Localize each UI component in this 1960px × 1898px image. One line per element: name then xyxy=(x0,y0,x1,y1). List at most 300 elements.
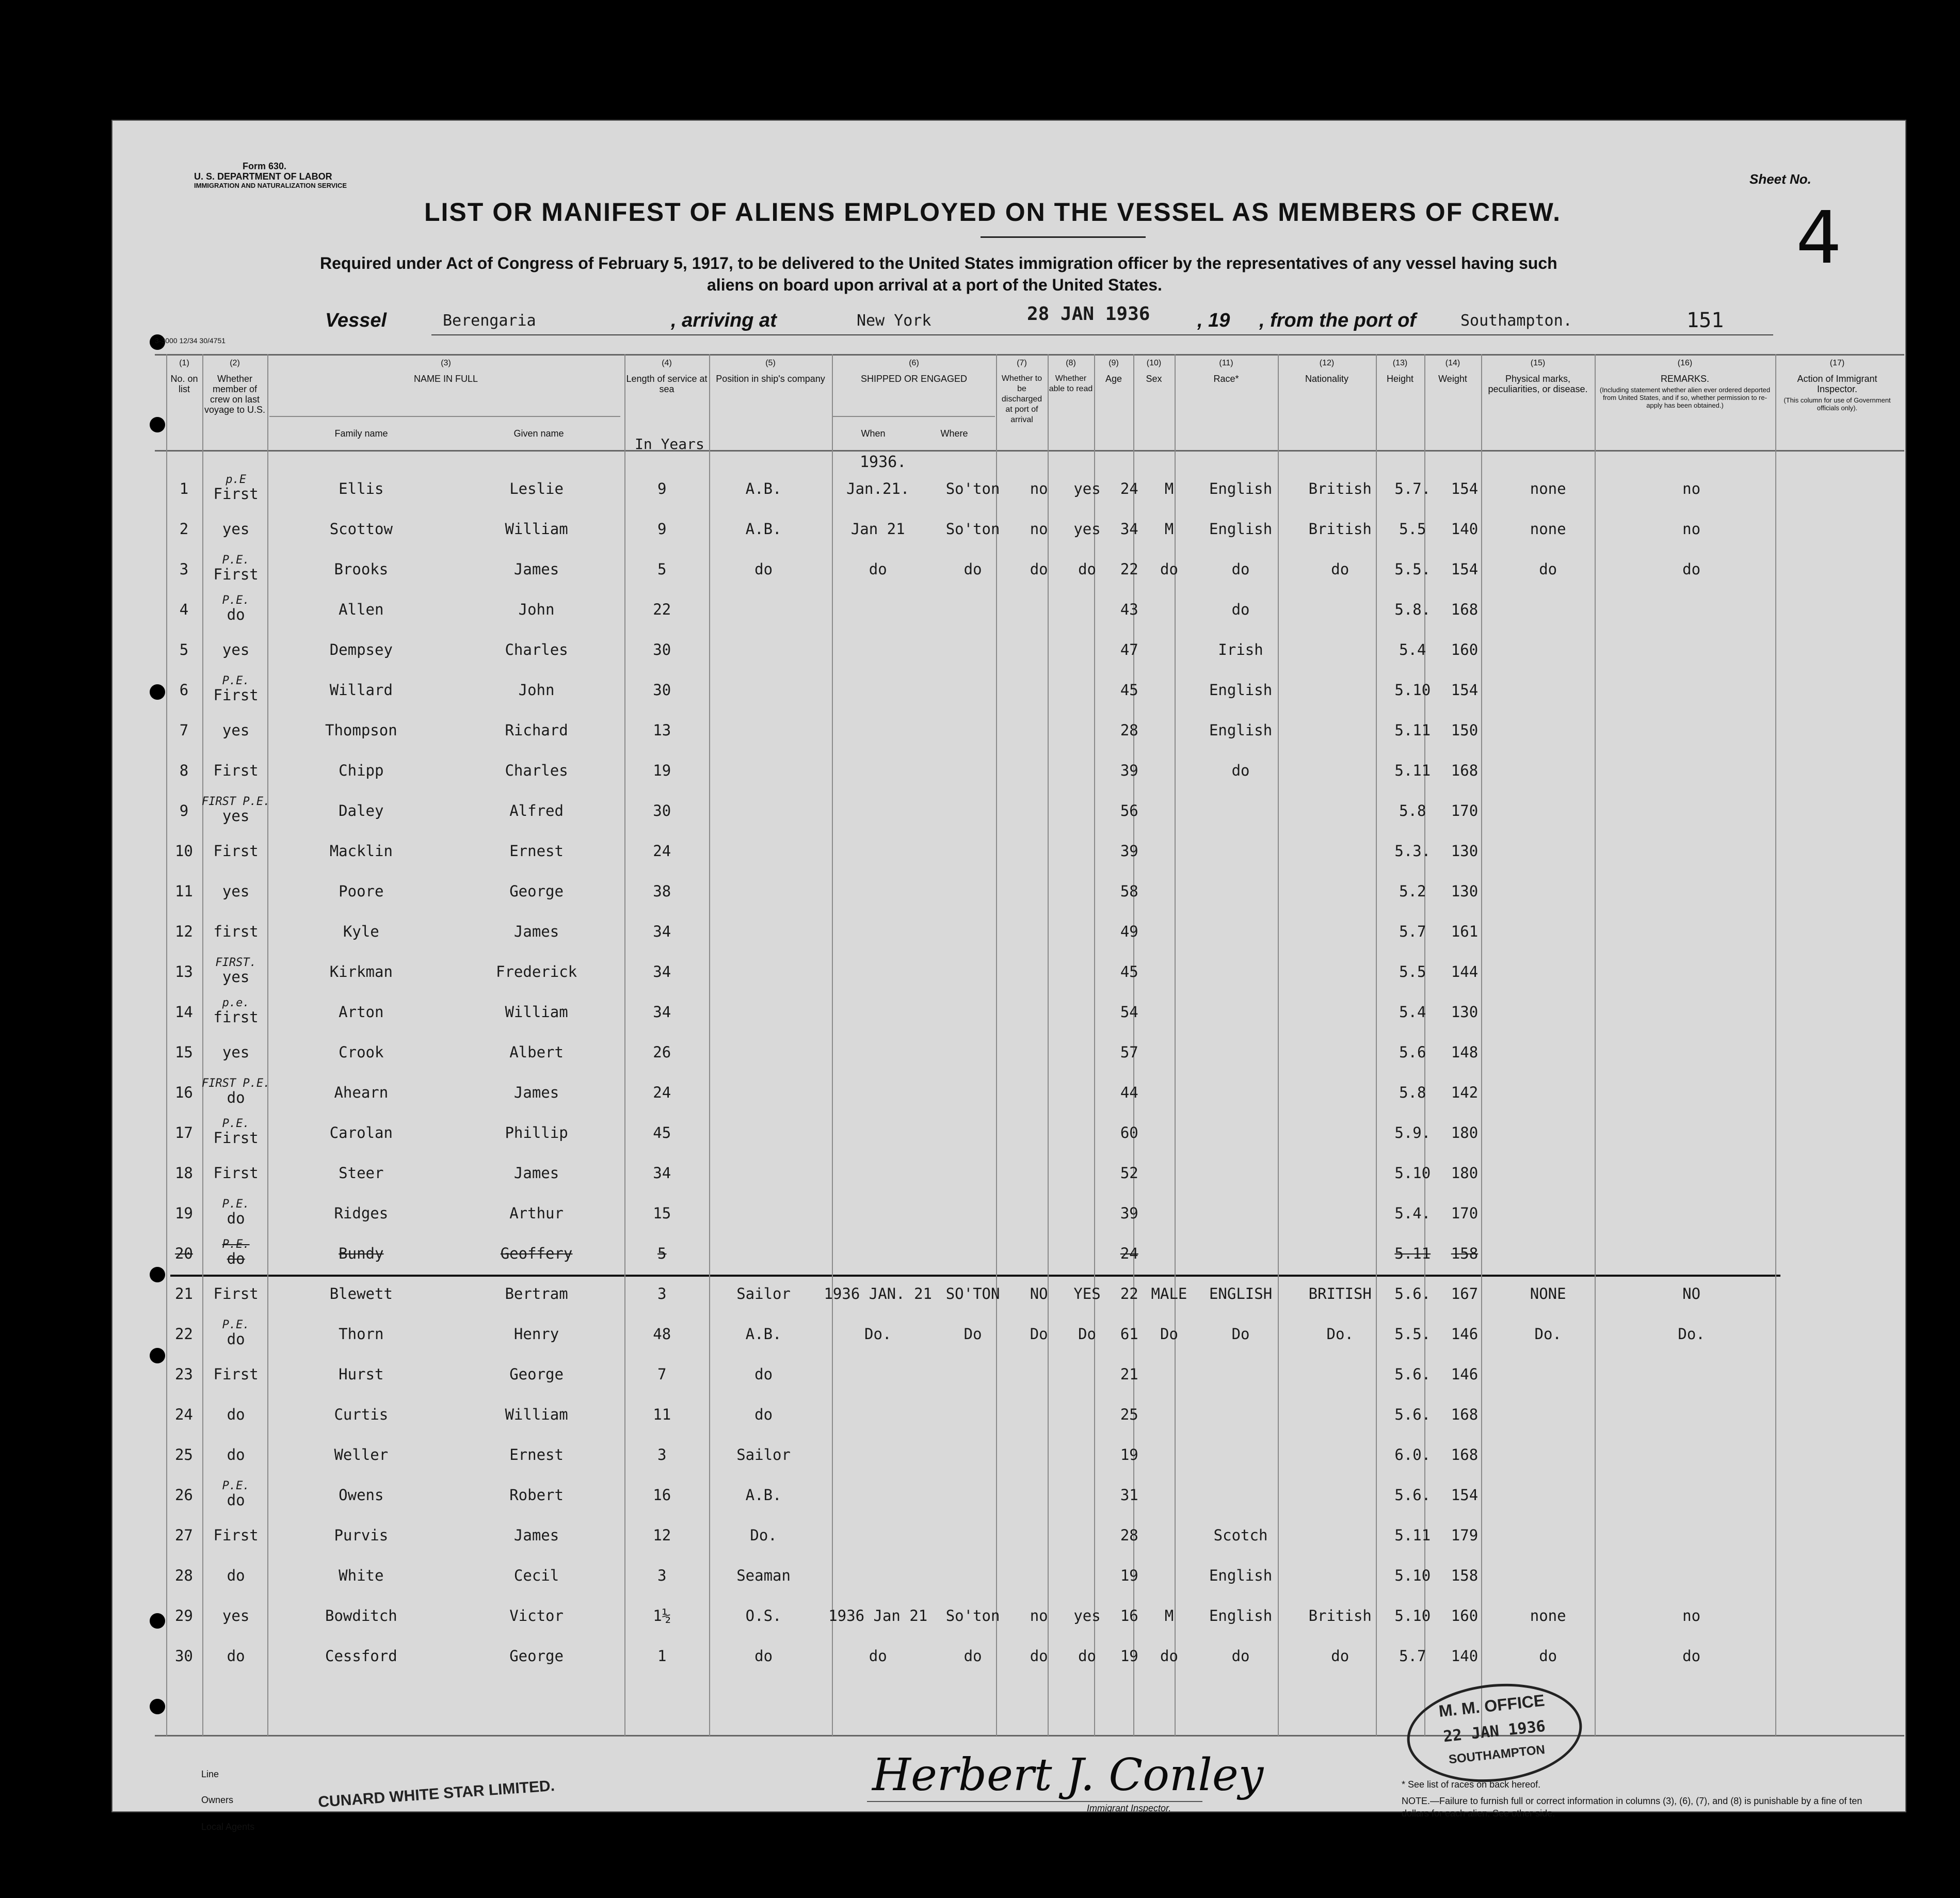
nationality-cell xyxy=(1292,871,1389,911)
shipped-when-cell: 1936 Jan 21 xyxy=(828,1607,928,1624)
given-name-cell: Charles xyxy=(505,762,568,779)
crew-value: yes xyxy=(222,721,250,739)
height-cell: 5.10 xyxy=(1394,1567,1431,1584)
row-number: 24 xyxy=(174,1406,193,1423)
table-row xyxy=(166,509,1905,549)
inspector-action-cell xyxy=(1779,871,1905,911)
table-row xyxy=(166,1072,1905,1113)
weight-cell: 154 xyxy=(1451,681,1479,699)
physical-marks-cell xyxy=(1492,992,1603,1032)
shipped-where-cell xyxy=(932,1233,1014,1274)
remarks-cell: no xyxy=(1682,520,1701,538)
race-cell xyxy=(1190,1072,1292,1113)
inspector-action-cell xyxy=(1779,589,1905,630)
crew-value: First xyxy=(213,1526,259,1544)
table-row xyxy=(166,911,1905,952)
row-number: 13 xyxy=(174,963,193,980)
remarks-cell xyxy=(1603,992,1779,1032)
family-name-cell: Poore xyxy=(339,882,384,900)
given-name-cell: Geoffery xyxy=(500,1245,573,1262)
given-name-cell: William xyxy=(505,520,568,538)
last-voyage-cell xyxy=(202,509,270,549)
crew-value: do xyxy=(227,1210,245,1227)
row-number: 25 xyxy=(174,1446,193,1463)
family-name-cell: Carolan xyxy=(329,1124,393,1141)
given-name-cell: Arthur xyxy=(509,1204,564,1222)
service-years-cell: 30 xyxy=(653,641,671,658)
col-header-3: (3) NAME IN FULL xyxy=(413,359,478,384)
last-voyage-cell xyxy=(202,1193,270,1233)
height-cell: 5.5. xyxy=(1394,560,1431,578)
agents-label: Local Agents xyxy=(201,1822,255,1832)
physical-marks-cell xyxy=(1492,1435,1603,1475)
last-voyage-cell xyxy=(202,1475,270,1515)
shipped-where-cell xyxy=(932,1153,1014,1193)
able-to-read-cell xyxy=(1064,1515,1110,1555)
family-name-cell: Thorn xyxy=(339,1325,384,1343)
height-cell: 5.10 xyxy=(1394,1164,1431,1182)
nationality-cell: do xyxy=(1331,560,1349,578)
given-name-cell: Ernest xyxy=(509,842,564,860)
height-cell: 5.5. xyxy=(1394,1325,1431,1343)
table-row xyxy=(166,791,1905,831)
discharged-cell: NO xyxy=(1030,1285,1048,1302)
remarks-cell xyxy=(1603,1354,1779,1394)
given-name-cell: Henry xyxy=(513,1325,559,1343)
last-voyage-cell xyxy=(202,1314,270,1354)
service-years-cell: 48 xyxy=(653,1325,671,1343)
able-to-read-cell: yes xyxy=(1073,520,1101,538)
crew-table-body xyxy=(166,469,1905,1676)
table-row xyxy=(166,710,1905,750)
crew-table xyxy=(166,469,1905,1676)
given-name-cell: Robert xyxy=(509,1486,564,1504)
row-number: 14 xyxy=(174,1003,193,1021)
page-title: LIST OR MANIFEST OF ALIENS EMPLOYED ON THE VESSEL AS MEMBERS OF CREW. xyxy=(424,198,1561,227)
crew-annotation: p.E xyxy=(226,473,246,486)
table-row xyxy=(166,1435,1905,1475)
shipped-when-cell xyxy=(824,992,932,1032)
age-cell: 61 xyxy=(1120,1325,1138,1343)
crew-value: do xyxy=(227,1330,245,1348)
arriving-port: New York xyxy=(857,312,931,330)
service-years-cell: 30 xyxy=(653,802,671,819)
crew-value: do xyxy=(227,1491,245,1509)
discharged-cell xyxy=(1014,1032,1064,1072)
family-name-cell: Brooks xyxy=(334,560,389,578)
height-cell: 5.4 xyxy=(1399,641,1426,658)
nationality-cell xyxy=(1292,710,1389,750)
weight-cell: 160 xyxy=(1451,641,1479,658)
service-years-cell: 15 xyxy=(653,1204,671,1222)
sex-cell xyxy=(1149,911,1190,952)
table-row xyxy=(166,952,1905,992)
crew-value: do xyxy=(227,1406,245,1423)
position-cell xyxy=(703,1072,824,1113)
given-name-cell: Phillip xyxy=(505,1124,568,1141)
shipped-when-cell xyxy=(824,1153,932,1193)
nationality-cell xyxy=(1292,1354,1389,1394)
table-row xyxy=(166,1193,1905,1233)
able-to-read-cell xyxy=(1064,630,1110,670)
remarks-cell xyxy=(1603,670,1779,710)
height-cell: 5.8 xyxy=(1399,802,1426,819)
last-voyage-cell xyxy=(202,1394,270,1435)
discharged-cell: no xyxy=(1030,1607,1048,1624)
service-years-cell: 19 xyxy=(653,762,671,779)
row-number: 5 xyxy=(179,641,189,658)
age-cell: 39 xyxy=(1120,762,1138,779)
crew-value: First xyxy=(213,1129,259,1147)
weight-cell: 130 xyxy=(1451,842,1479,860)
physical-marks-cell xyxy=(1492,670,1603,710)
remarks-cell: do xyxy=(1682,1647,1701,1665)
race-cell: do xyxy=(1231,1647,1250,1665)
inspector-action-cell xyxy=(1779,1435,1905,1475)
race-cell: English xyxy=(1209,681,1273,699)
sex-cell xyxy=(1149,750,1190,791)
physical-marks-cell: none xyxy=(1530,1607,1566,1624)
able-to-read-cell xyxy=(1064,1113,1110,1153)
discharged-cell xyxy=(1014,670,1064,710)
given-name-cell: James xyxy=(513,560,559,578)
weight-cell: 158 xyxy=(1451,1567,1479,1584)
table-row xyxy=(166,1636,1905,1676)
physical-marks-cell xyxy=(1492,791,1603,831)
age-cell: 24 xyxy=(1120,1245,1138,1262)
shipped-when-cell: 1936 JAN. 21 xyxy=(824,1285,932,1302)
position-cell: A.B. xyxy=(745,480,782,497)
service-years-cell: 5 xyxy=(657,1245,667,1262)
age-cell: 45 xyxy=(1120,681,1138,699)
crew-value: yes xyxy=(222,807,250,825)
shipped-when-cell xyxy=(824,952,932,992)
crew-annotation: P.E. xyxy=(222,594,250,607)
row-number: 4 xyxy=(179,601,189,618)
physical-marks-cell xyxy=(1492,1555,1603,1596)
shipped-where-cell xyxy=(932,1354,1014,1394)
position-cell xyxy=(703,952,824,992)
able-to-read-cell: do xyxy=(1078,1647,1096,1665)
last-voyage-cell xyxy=(202,630,270,670)
crew-annotation: P.E. xyxy=(222,1479,250,1492)
table-row xyxy=(166,549,1905,589)
height-cell: 5.9. xyxy=(1394,1124,1431,1141)
shipped-subheader-rule xyxy=(832,416,995,417)
family-name-cell: Bundy xyxy=(339,1245,384,1262)
row-number: 21 xyxy=(174,1285,193,1302)
race-cell xyxy=(1190,911,1292,952)
physical-marks-cell xyxy=(1492,1193,1603,1233)
physical-marks-cell xyxy=(1492,1153,1603,1193)
family-name-cell: Purvis xyxy=(334,1526,389,1544)
last-voyage-cell xyxy=(202,1435,270,1475)
age-cell: 19 xyxy=(1120,1446,1138,1463)
race-cell xyxy=(1190,1475,1292,1515)
race-cell xyxy=(1190,1153,1292,1193)
inspector-action-cell xyxy=(1779,1032,1905,1072)
physical-marks-cell xyxy=(1492,1394,1603,1435)
col-header-when: When xyxy=(861,428,886,439)
height-cell: 5.5 xyxy=(1399,963,1426,980)
given-name-cell: Alfred xyxy=(509,802,564,819)
inspector-action-cell xyxy=(1779,1314,1905,1354)
race-cell: English xyxy=(1209,721,1273,739)
crew-annotation: P.E. xyxy=(222,674,250,687)
shipped-where-cell xyxy=(932,1113,1014,1153)
height-cell: 5.7 xyxy=(1399,923,1426,940)
sex-cell xyxy=(1149,1555,1190,1596)
sex-cell xyxy=(1149,1354,1190,1394)
row-number: 10 xyxy=(174,842,193,860)
nationality-cell xyxy=(1292,1153,1389,1193)
service-years-cell: 5 xyxy=(657,560,667,578)
table-row xyxy=(166,1475,1905,1515)
table-row xyxy=(166,1274,1905,1314)
inspector-action-cell xyxy=(1779,1274,1905,1314)
table-row xyxy=(166,1113,1905,1153)
nationality-cell: British xyxy=(1308,520,1372,538)
shipped-when-cell xyxy=(824,1435,932,1475)
nationality-cell xyxy=(1292,589,1389,630)
inspector-signature: Herbert J. Conley xyxy=(872,1749,1264,1801)
service-years-cell: 30 xyxy=(653,681,671,699)
row-number: 6 xyxy=(179,681,189,699)
name-subheader-rule xyxy=(269,416,620,417)
race-cell: Scotch xyxy=(1213,1526,1268,1544)
remarks-cell xyxy=(1603,1072,1779,1113)
shipped-where-cell: do xyxy=(963,560,982,578)
col-header-12: (12) Nationality xyxy=(1305,359,1349,384)
shipped-where-cell: So'ton xyxy=(945,480,1000,497)
nationality-cell: British xyxy=(1308,1607,1372,1624)
physical-marks-cell xyxy=(1492,750,1603,791)
service-years-cell: 3 xyxy=(657,1285,667,1302)
remarks-cell xyxy=(1603,791,1779,831)
sex-cell: do xyxy=(1160,1647,1178,1665)
discharged-cell xyxy=(1014,1113,1064,1153)
position-cell xyxy=(703,871,824,911)
given-name-cell: Richard xyxy=(505,721,568,739)
weight-cell: 140 xyxy=(1451,520,1479,538)
shipped-where-cell xyxy=(932,1555,1014,1596)
age-cell: 47 xyxy=(1120,641,1138,658)
shipped-when-cell xyxy=(824,1394,932,1435)
age-cell: 22 xyxy=(1120,1285,1138,1302)
able-to-read-cell xyxy=(1064,831,1110,871)
crew-annotation: FIRST P.E. xyxy=(201,795,270,808)
inspector-action-cell xyxy=(1779,791,1905,831)
crew-value: do xyxy=(227,1250,245,1267)
shipped-when-cell xyxy=(824,911,932,952)
table-row xyxy=(166,1515,1905,1555)
race-cell: English xyxy=(1209,480,1273,497)
position-cell: do xyxy=(754,1647,773,1665)
remarks-cell xyxy=(1603,952,1779,992)
family-name-cell: Blewett xyxy=(329,1285,393,1302)
row-number: 27 xyxy=(174,1526,193,1544)
crew-value: First xyxy=(213,1365,259,1383)
weight-cell: 170 xyxy=(1451,802,1479,819)
stamp-date: 22 JAN 1936 xyxy=(1442,1717,1547,1746)
remarks-cell xyxy=(1603,1032,1779,1072)
able-to-read-cell xyxy=(1064,952,1110,992)
position-cell xyxy=(703,791,824,831)
service-years-cell: 9 xyxy=(657,520,667,538)
discharged-cell xyxy=(1014,1233,1064,1274)
last-voyage-cell xyxy=(202,831,270,871)
inspector-action-cell xyxy=(1779,1354,1905,1394)
last-voyage-cell xyxy=(202,1274,270,1314)
able-to-read-cell: do xyxy=(1078,560,1096,578)
sex-cell xyxy=(1149,710,1190,750)
service-years-cell: 1 xyxy=(657,1647,667,1665)
age-cell: 54 xyxy=(1120,1003,1138,1021)
crew-value: yes xyxy=(222,641,250,658)
shipped-when-cell xyxy=(824,630,932,670)
col-header-where: Where xyxy=(940,428,968,439)
height-cell: 5.10 xyxy=(1394,1607,1431,1624)
given-name-cell: Frederick xyxy=(496,963,577,980)
age-cell: 28 xyxy=(1120,1526,1138,1544)
weight-cell: 130 xyxy=(1451,882,1479,900)
given-name-cell: James xyxy=(513,1164,559,1182)
height-cell: 5.11 xyxy=(1394,1526,1431,1544)
height-cell: 5.7. xyxy=(1394,480,1431,497)
crew-annotation: p.e. xyxy=(222,996,250,1009)
race-cell: English xyxy=(1209,1567,1273,1584)
crew-value: do xyxy=(227,1446,245,1463)
inspector-action-cell xyxy=(1779,1555,1905,1596)
col-header-13: (13) Height xyxy=(1386,359,1414,384)
race-cell xyxy=(1190,1193,1292,1233)
nationality-cell xyxy=(1292,1233,1389,1274)
height-cell: 5.6. xyxy=(1394,1406,1431,1423)
arriving-label: , arriving at xyxy=(671,310,777,331)
crew-value: First xyxy=(213,1285,259,1302)
vessel-label: Vessel xyxy=(325,310,387,331)
shipped-where-cell xyxy=(932,1515,1014,1555)
crew-annotation: P.E. xyxy=(222,1198,250,1211)
col-header-7: (7) Whether to be discharged at port of arrival xyxy=(1001,359,1042,424)
shipped-where-cell: So'ton xyxy=(945,520,1000,538)
race-cell xyxy=(1190,1233,1292,1274)
remarks-cell xyxy=(1603,1475,1779,1515)
race-cell xyxy=(1190,1032,1292,1072)
position-cell xyxy=(703,1153,824,1193)
given-name-cell: Victor xyxy=(509,1607,564,1624)
remarks-cell xyxy=(1603,1113,1779,1153)
subtitle-line-1: Required under Act of Congress of February 5, 1917, to be delivered to the United States immigration officer by the representatives of any vessel having such xyxy=(320,254,1557,272)
inspector-action-cell xyxy=(1779,549,1905,589)
crew-annotation: P.E. xyxy=(222,1117,250,1130)
physical-marks-cell xyxy=(1492,1515,1603,1555)
weight-cell: 154 xyxy=(1451,1486,1479,1504)
age-cell: 45 xyxy=(1120,963,1138,980)
weight-cell: 180 xyxy=(1451,1164,1479,1182)
family-name-cell: Chipp xyxy=(339,762,384,779)
physical-marks-cell xyxy=(1492,1475,1603,1515)
row-number: 20 xyxy=(174,1245,193,1262)
given-name-cell: George xyxy=(509,882,564,900)
remarks-cell xyxy=(1603,630,1779,670)
weight-cell: 154 xyxy=(1451,560,1479,578)
remarks-cell: Do. xyxy=(1678,1325,1705,1343)
family-name-cell: Ahearn xyxy=(334,1084,389,1101)
inspector-action-cell xyxy=(1779,469,1905,509)
header-bottom-rule xyxy=(155,450,1904,452)
family-name-cell: Hurst xyxy=(339,1365,384,1383)
row-number: 8 xyxy=(179,762,189,779)
physical-marks-cell xyxy=(1492,1233,1603,1274)
discharged-cell xyxy=(1014,1354,1064,1394)
nationality-cell: do xyxy=(1331,1647,1349,1665)
shipped-when-cell xyxy=(824,791,932,831)
shipped-when-cell xyxy=(824,1032,932,1072)
race-cell xyxy=(1190,1435,1292,1475)
nationality-cell xyxy=(1292,1032,1389,1072)
position-cell: Sailor xyxy=(736,1285,791,1302)
race-cell xyxy=(1190,791,1292,831)
shipped-when-cell: Jan 21 xyxy=(850,520,905,538)
discharged-cell: do xyxy=(1030,1647,1048,1665)
last-voyage-cell xyxy=(202,1515,270,1555)
row-number: 9 xyxy=(179,802,189,819)
subtitle-line-2: aliens on board upon arrival at a port of the United States. xyxy=(707,276,1162,294)
given-name-cell: Bertram xyxy=(505,1285,568,1302)
position-cell xyxy=(703,1233,824,1274)
able-to-read-cell xyxy=(1064,1032,1110,1072)
remarks-cell: NO xyxy=(1682,1285,1701,1302)
shipped-where-cell xyxy=(932,1032,1014,1072)
discharged-cell xyxy=(1014,710,1064,750)
position-cell: A.B. xyxy=(745,1486,782,1504)
nationality-cell: BRITISH xyxy=(1308,1285,1372,1302)
stamp-office: M. M. OFFICE xyxy=(1438,1691,1546,1720)
inspector-action-cell xyxy=(1779,1394,1905,1435)
family-name-cell: Kirkman xyxy=(329,963,393,980)
discharged-cell: no xyxy=(1030,520,1048,538)
crew-value: First xyxy=(213,566,259,583)
list-number: 151 xyxy=(1686,309,1724,332)
family-name-cell: Thompson xyxy=(325,721,397,739)
stamp-city: SOUTHAMPTON xyxy=(1448,1743,1546,1767)
last-voyage-cell xyxy=(202,1555,270,1596)
physical-marks-cell xyxy=(1492,831,1603,871)
nationality-cell xyxy=(1292,952,1389,992)
crew-value: first xyxy=(213,1008,259,1026)
table-row xyxy=(166,469,1905,509)
sex-cell: M xyxy=(1164,480,1174,497)
crew-value: First xyxy=(213,686,259,704)
family-name-cell: White xyxy=(339,1567,384,1584)
family-name-cell: Owens xyxy=(339,1486,384,1504)
family-name-cell: Ellis xyxy=(339,480,384,497)
shipped-where-cell xyxy=(932,992,1014,1032)
given-name-cell: Cecil xyxy=(513,1567,559,1584)
col-header-2: (2) Whether member of crew on last voyage to U.S. xyxy=(204,359,266,415)
weight-cell: 179 xyxy=(1451,1526,1479,1544)
service-years-cell: 1½ xyxy=(653,1607,671,1624)
row-number: 18 xyxy=(174,1164,193,1182)
height-cell: 5.5 xyxy=(1399,520,1426,538)
row-number: 7 xyxy=(179,721,189,739)
position-cell xyxy=(703,670,824,710)
inspector-action-cell xyxy=(1779,1233,1905,1274)
last-voyage-cell xyxy=(202,589,270,630)
physical-marks-cell: do xyxy=(1539,560,1557,578)
discharged-cell xyxy=(1014,1394,1064,1435)
